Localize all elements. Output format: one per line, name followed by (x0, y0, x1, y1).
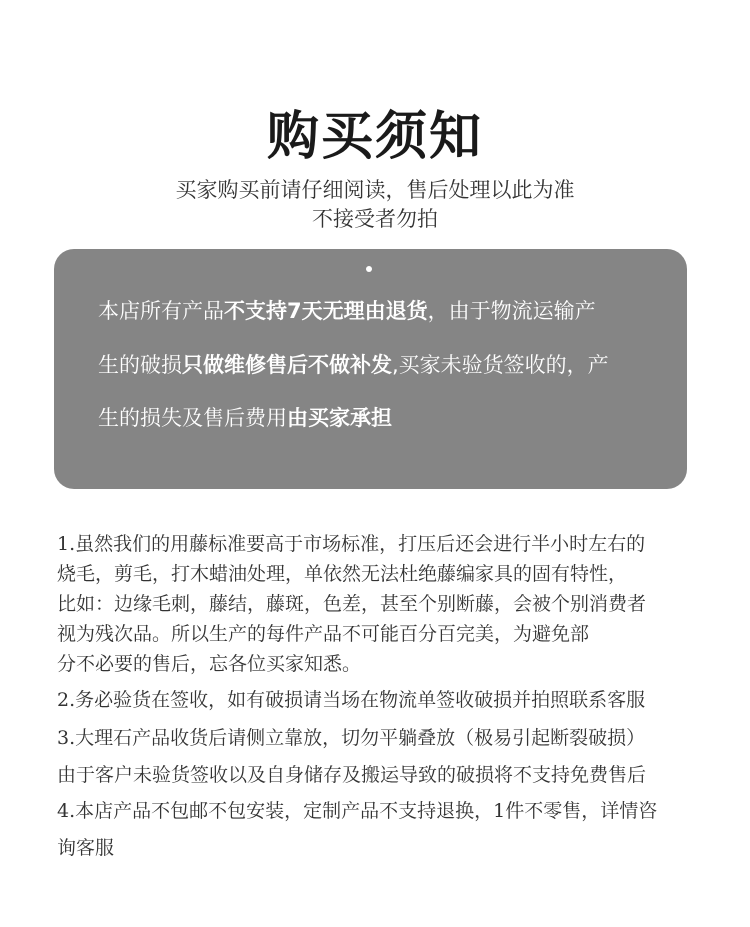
rule-4-line-2: 询客服 (57, 837, 115, 859)
subtitle-line-2: 不接受者勿拍 (312, 207, 438, 231)
bullet-dot-icon (366, 266, 372, 272)
notice-text: 生的损失及售后费用 (98, 406, 287, 430)
notice-line-3 (98, 403, 678, 433)
notice-line-2 (98, 350, 678, 380)
notice-emphasis: 只做维修售后不做补发 (182, 353, 392, 377)
rule-2-line-1: 2.务必验货在签收，如有破损请当场在物流单签收破损并拍照联系客服 (57, 689, 646, 711)
notice-text: 本店所有产品 (98, 299, 224, 323)
notice-text: 生的破损 (98, 353, 182, 377)
rule-1-line-3: 比如：边缘毛刺，藤结，藤斑，色差，甚至个别断藤，会被个别消费者 (57, 593, 647, 615)
notice-emphasis: 不支持7天无理由退货 (224, 299, 428, 323)
notice-line-1 (98, 296, 678, 326)
rule-4-line-1: 4.本店产品不包邮不包安装，定制产品不支持退换，1件不零售，详情咨 (57, 800, 658, 822)
subtitle-line-1: 买家购买前请仔细阅读，售后处理以此为准 (175, 178, 575, 202)
rule-1-line-1: 1.虽然我们的用藤标准要高于市场标准，打压后还会进行半小时左右的 (57, 533, 646, 555)
rule-1-line-2: 烧毛，剪毛，打木蜡油处理，单依然无法杜绝藤编家具的固有特性， (57, 563, 628, 585)
notice-emphasis: 由买家承担 (287, 406, 392, 430)
notice-text: ,买家未验货签收的，产 (392, 353, 609, 377)
rule-3-line-1: 3.大理石产品收货后请侧立靠放，切勿平躺叠放（极易引起断裂破损） (57, 727, 646, 749)
rule-1-line-4: 视为残次品。所以生产的每件产品不可能百分百完美，为避免部 (57, 623, 590, 645)
rule-3-line-2: 由于客户未验货签收以及自身储存及搬运导致的破损将不支持免费售后 (57, 764, 647, 786)
notice-text: ，由于物流运输产 (427, 299, 596, 323)
page-title: 购买须知 (266, 107, 483, 167)
rule-1-line-5: 分不必要的售后，忘各位买家知悉。 (57, 653, 362, 675)
